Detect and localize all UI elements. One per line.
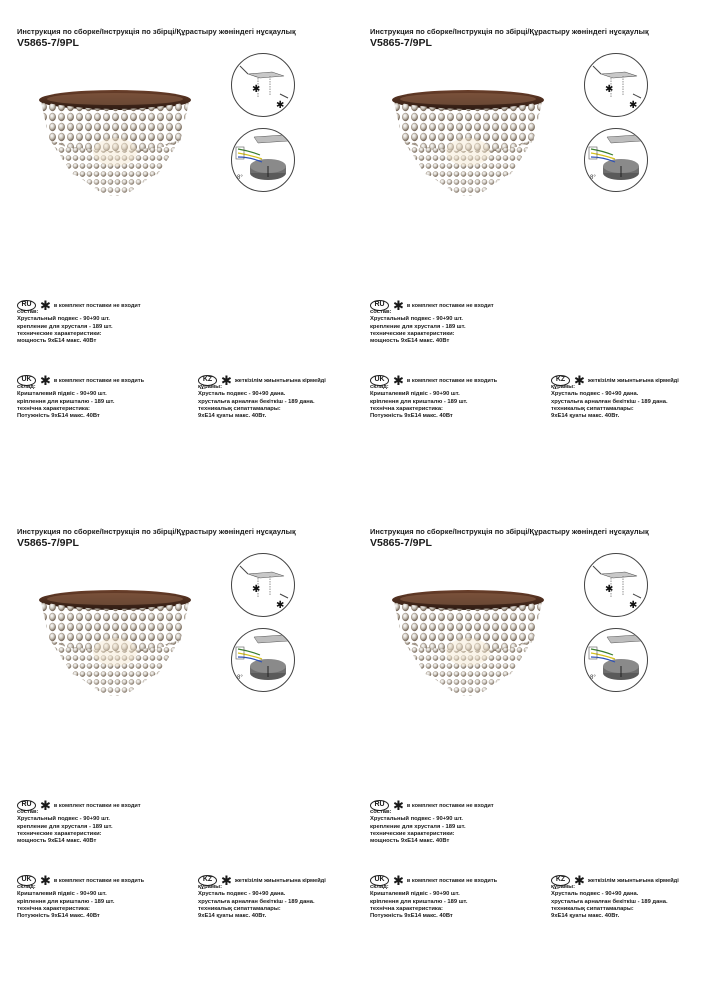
instruction-title: Инструкция по сборке/Інструкція по збірці/Құрастыру жөніндегі нұсқаулық bbox=[17, 27, 296, 36]
asterisk-icon: ✱ bbox=[393, 797, 404, 813]
chandelier-photo bbox=[30, 82, 200, 202]
kz-spec-line: құрамы: bbox=[551, 884, 576, 890]
language-badge-kz: KZ bbox=[198, 375, 217, 386]
language-badge-uk: UK bbox=[370, 375, 389, 386]
uk-not-included-note: в комплект поставки не входить bbox=[53, 877, 145, 884]
ru-specs bbox=[370, 309, 466, 345]
ru-specs bbox=[17, 809, 113, 845]
model-number: V5865-7/9PL bbox=[17, 537, 79, 549]
ru-specs bbox=[17, 309, 113, 345]
ru-spec-line: крепление для хрусталя - 189 шт. bbox=[17, 823, 113, 830]
asterisk-icon: ✱ bbox=[393, 297, 404, 313]
asterisk-icon: ✱ bbox=[393, 372, 404, 388]
ru-spec-line: мощность 9xE14 макс. 40Вт bbox=[17, 838, 97, 845]
ru-spec-line: технические характеристики: bbox=[17, 330, 102, 337]
uk-not-included-note: в комплект поставки не входить bbox=[406, 877, 498, 884]
uk-spec-line: технічна характеристика: bbox=[17, 405, 90, 412]
bracket-diagram bbox=[584, 53, 648, 117]
model-number: V5865-7/9PL bbox=[370, 37, 432, 49]
ru-spec-line: Хрустальный подвес - 90+90 шт. bbox=[370, 816, 463, 823]
ru-spec-line: крепление для хрусталя - 189 шт. bbox=[370, 323, 466, 330]
bracket-diagram bbox=[231, 53, 295, 117]
asterisk-icon: ✱ bbox=[221, 872, 232, 888]
ru-not-included-note: в комплект поставки не входит bbox=[53, 302, 141, 309]
language-badge-kz: KZ bbox=[551, 875, 570, 886]
uk-specs bbox=[370, 384, 467, 420]
svg-text:✱: ✱ bbox=[605, 584, 614, 595]
kz-spec-line: құрамы: bbox=[198, 384, 223, 390]
instruction-copy bbox=[0, 0, 353, 500]
chandelier-photo bbox=[383, 582, 553, 702]
kz-spec-line: Хрусталь подвес - 90+90 дана. bbox=[551, 891, 639, 898]
uk-specs bbox=[370, 884, 467, 920]
instruction-title: Инструкция по сборке/Інструкція по збірці/Құрастыру жөніндегі нұсқаулық bbox=[370, 527, 649, 536]
language-badge-kz: KZ bbox=[551, 375, 570, 386]
bracket-diagram bbox=[584, 553, 648, 617]
asterisk-icon: ✱ bbox=[574, 872, 585, 888]
ru-spec-line: Хрустальный подвес - 90+90 шт. bbox=[17, 316, 110, 323]
uk-spec-line: технічна характеристика: bbox=[370, 405, 443, 412]
ru-spec-line: крепление для хрусталя - 189 шт. bbox=[17, 323, 113, 330]
instruction-copy bbox=[0, 500, 353, 1000]
ru-spec-line: мощность 9xE14 макс. 40Вт bbox=[370, 338, 450, 345]
uk-spec-line: Потужність 9xE14 макс. 40Вт bbox=[17, 913, 100, 920]
svg-text:8°: 8° bbox=[590, 175, 596, 181]
kz-spec-line: 9xE14 қуаты макс. 40Вт. bbox=[198, 913, 267, 920]
svg-text:✱: ✱ bbox=[629, 100, 638, 111]
model-number: V5865-7/9PL bbox=[370, 537, 432, 549]
kz-not-included-note: жеткізілім жиынтығына кірмейді bbox=[587, 377, 679, 384]
uk-spec-line: Потужність 9xE14 макс. 40Вт bbox=[370, 913, 453, 920]
chandelier-photo bbox=[383, 82, 553, 202]
language-badge-kz: KZ bbox=[198, 875, 217, 886]
language-badge-ru: RU bbox=[370, 300, 389, 311]
ru-spec-line: Хрустальный подвес - 90+90 шт. bbox=[17, 816, 110, 823]
ru-spec-line: технические характеристики: bbox=[370, 330, 455, 337]
kz-spec-line: техникалық сипаттамалары: bbox=[551, 905, 634, 912]
kz-specs bbox=[198, 884, 315, 920]
kz-not-included-note: жеткізілім жиынтығына кірмейді bbox=[234, 377, 326, 384]
uk-specs bbox=[17, 884, 114, 920]
language-badge-uk: UK bbox=[370, 875, 389, 886]
uk-spec-line: Кришталевий підвіс - 90+90 шт. bbox=[17, 891, 107, 898]
ru-spec-line: крепление для хрусталя - 189 шт. bbox=[370, 823, 466, 830]
language-badge-uk: UK bbox=[17, 375, 36, 386]
svg-text:✱: ✱ bbox=[605, 84, 614, 95]
kz-spec-line: 9xE14 қуаты макс. 40Вт. bbox=[551, 913, 620, 920]
uk-spec-line: склад: bbox=[17, 384, 36, 390]
asterisk-icon: ✱ bbox=[40, 297, 51, 313]
uk-specs bbox=[17, 384, 114, 420]
kz-spec-line: құрамы: bbox=[198, 884, 223, 890]
svg-text:✱: ✱ bbox=[629, 600, 638, 611]
wiring-diagram bbox=[231, 128, 295, 192]
ru-spec-line: мощность 9xE14 макс. 40Вт bbox=[370, 838, 450, 845]
kz-spec-line: хрустальға арналған бекіткіш - 189 дана. bbox=[198, 898, 315, 905]
svg-text:8°: 8° bbox=[237, 175, 243, 181]
ru-spec-line: состав: bbox=[17, 809, 39, 815]
kz-spec-line: техникалық сипаттамалары: bbox=[198, 905, 281, 912]
wiring-diagram bbox=[584, 628, 648, 692]
uk-spec-line: кріплення для кришталю - 189 шт. bbox=[17, 398, 115, 405]
bracket-diagram bbox=[231, 553, 295, 617]
ru-spec-line: Хрустальный подвес - 90+90 шт. bbox=[370, 316, 463, 323]
svg-text:✱: ✱ bbox=[276, 100, 285, 111]
svg-text:8°: 8° bbox=[237, 675, 243, 681]
ru-spec-line: технические характеристики: bbox=[17, 830, 102, 837]
chandelier-photo bbox=[30, 582, 200, 702]
kz-spec-line: Хрусталь подвес - 90+90 дана. bbox=[198, 891, 286, 898]
uk-spec-line: технічна характеристика: bbox=[17, 905, 90, 912]
wiring-diagram bbox=[231, 628, 295, 692]
asterisk-icon: ✱ bbox=[393, 872, 404, 888]
kz-spec-line: Хрусталь подвес - 90+90 дана. bbox=[198, 391, 286, 398]
ru-not-included-note: в комплект поставки не входит bbox=[53, 802, 141, 809]
asterisk-icon: ✱ bbox=[221, 372, 232, 388]
uk-spec-line: Кришталевий підвіс - 90+90 шт. bbox=[370, 391, 460, 398]
uk-spec-line: склад: bbox=[370, 884, 389, 890]
ru-spec-line: состав: bbox=[17, 309, 39, 315]
uk-not-included-note: в комплект поставки не входить bbox=[53, 377, 145, 384]
asterisk-icon: ✱ bbox=[574, 372, 585, 388]
kz-spec-line: Хрусталь подвес - 90+90 дана. bbox=[551, 391, 639, 398]
language-badge-ru: RU bbox=[17, 300, 36, 311]
model-number: V5865-7/9PL bbox=[17, 37, 79, 49]
uk-spec-line: Потужність 9xE14 макс. 40Вт bbox=[370, 413, 453, 420]
uk-spec-line: Кришталевий підвіс - 90+90 шт. bbox=[17, 391, 107, 398]
ru-not-included-note: в комплект поставки не входит bbox=[406, 302, 494, 309]
uk-spec-line: кріплення для кришталю - 189 шт. bbox=[370, 398, 468, 405]
uk-spec-line: Потужність 9xE14 макс. 40Вт bbox=[17, 413, 100, 420]
instruction-title: Инструкция по сборке/Інструкція по збірці/Құрастыру жөніндегі нұсқаулық bbox=[17, 527, 296, 536]
uk-spec-line: Кришталевий підвіс - 90+90 шт. bbox=[370, 891, 460, 898]
asterisk-icon: ✱ bbox=[40, 872, 51, 888]
svg-text:8°: 8° bbox=[590, 675, 596, 681]
ru-spec-line: состав: bbox=[370, 309, 392, 315]
uk-spec-line: склад: bbox=[370, 384, 389, 390]
kz-specs bbox=[551, 884, 668, 920]
instruction-copy bbox=[353, 0, 706, 500]
uk-spec-line: склад: bbox=[17, 884, 36, 890]
kz-specs bbox=[551, 384, 668, 420]
kz-spec-line: хрустальға арналған бекіткіш - 189 дана. bbox=[551, 898, 668, 905]
language-badge-ru: RU bbox=[370, 800, 389, 811]
svg-text:✱: ✱ bbox=[252, 584, 261, 595]
uk-spec-line: технічна характеристика: bbox=[370, 905, 443, 912]
svg-text:✱: ✱ bbox=[252, 84, 261, 95]
instruction-copy bbox=[353, 500, 706, 1000]
ru-spec-line: мощность 9xE14 макс. 40Вт bbox=[17, 338, 97, 345]
wiring-diagram bbox=[584, 128, 648, 192]
language-badge-ru: RU bbox=[17, 800, 36, 811]
ru-specs bbox=[370, 809, 466, 845]
svg-text:✱: ✱ bbox=[276, 600, 285, 611]
kz-spec-line: 9xE14 қуаты макс. 40Вт. bbox=[551, 413, 620, 420]
instruction-title: Инструкция по сборке/Інструкція по збірці/Құрастыру жөніндегі нұсқаулық bbox=[370, 27, 649, 36]
language-badge-uk: UK bbox=[17, 875, 36, 886]
kz-spec-line: техникалық сипаттамалары: bbox=[198, 405, 281, 412]
uk-not-included-note: в комплект поставки не входить bbox=[406, 377, 498, 384]
uk-spec-line: кріплення для кришталю - 189 шт. bbox=[370, 898, 468, 905]
kz-specs bbox=[198, 384, 315, 420]
kz-spec-line: хрустальға арналған бекіткіш - 189 дана. bbox=[198, 398, 315, 405]
ru-spec-line: состав: bbox=[370, 809, 392, 815]
kz-spec-line: техникалық сипаттамалары: bbox=[551, 405, 634, 412]
kz-spec-line: 9xE14 қуаты макс. 40Вт. bbox=[198, 413, 267, 420]
ru-not-included-note: в комплект поставки не входит bbox=[406, 802, 494, 809]
kz-not-included-note: жеткізілім жиынтығына кірмейді bbox=[234, 877, 326, 884]
asterisk-icon: ✱ bbox=[40, 372, 51, 388]
uk-spec-line: кріплення для кришталю - 189 шт. bbox=[17, 898, 115, 905]
kz-spec-line: құрамы: bbox=[551, 384, 576, 390]
kz-not-included-note: жеткізілім жиынтығына кірмейді bbox=[587, 877, 679, 884]
ru-spec-line: технические характеристики: bbox=[370, 830, 455, 837]
kz-spec-line: хрустальға арналған бекіткіш - 189 дана. bbox=[551, 398, 668, 405]
asterisk-icon: ✱ bbox=[40, 797, 51, 813]
